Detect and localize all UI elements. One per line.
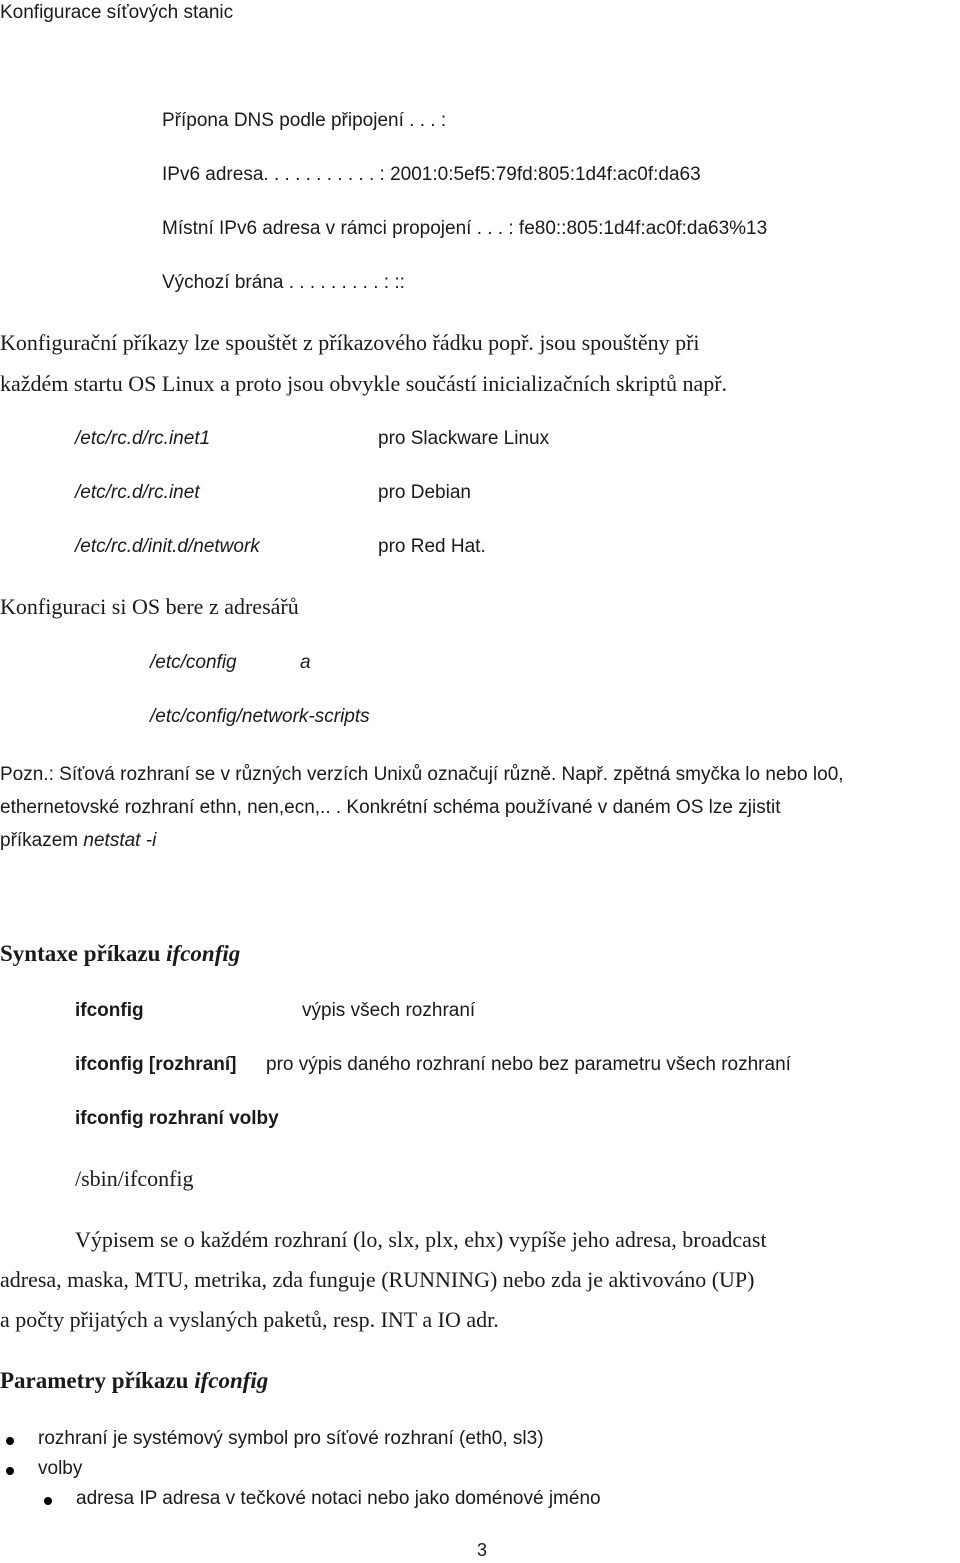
config-dir-2: /etc/config/network-scripts xyxy=(150,706,370,727)
syntax-cmd-1: ifconfig xyxy=(75,1000,144,1021)
param-subitem-address: adresa IP adresa v tečkové notaci nebo jako doménové jméno xyxy=(76,1488,601,1509)
page-number: 3 xyxy=(477,1540,488,1560)
script-desc-slackware: pro Slackware Linux xyxy=(378,428,550,449)
script-path-debian: /etc/rc.d/rc.inet xyxy=(75,482,200,503)
note-command: netstat -i xyxy=(83,830,157,851)
note-label: Pozn.: xyxy=(0,764,54,785)
description-line-3: a počty přijatých a vyslaných paketů, resp. INT a IO adr. xyxy=(0,1307,499,1332)
params-heading-cmd: ifconfig xyxy=(194,1368,269,1393)
bullet-icon xyxy=(6,1437,14,1445)
intro-line-1: Konfigurační příkazy lze spouštět z příkazového řádku popř. jsou spouštěny při xyxy=(0,330,700,355)
ipv6-address-line: IPv6 adresa. . . . . . . . . . . : 2001:0:5ef5:79fd:805:1d4f:ac0f:da63 xyxy=(162,164,701,185)
script-path-slackware: /etc/rc.d/rc.inet1 xyxy=(75,428,211,449)
link-local-line: Místní IPv6 adresa v rámci propojení . . . : fe80::805:1d4f:ac0f:da63%13 xyxy=(162,218,768,239)
param-item-interface: rozhraní je systémový symbol pro síťové rozhraní (eth0, sl3) xyxy=(38,1428,544,1449)
params-heading xyxy=(0,1368,268,1394)
script-path-redhat: /etc/rc.d/init.d/network xyxy=(75,536,260,557)
config-conjunction: a xyxy=(300,652,311,673)
bullet-icon xyxy=(44,1497,52,1505)
gateway-line: Výchozí brána . . . . . . . . . : :: xyxy=(162,272,405,293)
syntax-desc-1: výpis všech rozhraní xyxy=(302,1000,476,1021)
note-line-1 xyxy=(0,764,844,786)
page-header: Konfigurace síťových stanic xyxy=(0,2,234,23)
params-heading-text: Parametry příkazu xyxy=(0,1368,195,1393)
description-line-1: Výpisem se o každém rozhraní (lo, slx, plx, ehx) vypíše jeho adresa, broadcast xyxy=(75,1227,767,1252)
syntax-desc-2: pro výpis daného rozhraní nebo bez parametru všech rozhraní xyxy=(266,1054,791,1075)
syntax-heading xyxy=(0,941,240,967)
intro-line-2: každém startu OS Linux a proto jsou obvykle součástí inicializačních skriptů např. xyxy=(0,371,728,396)
config-dir-1: /etc/config xyxy=(150,652,237,673)
note-line-3-prefix: příkazem xyxy=(0,830,84,851)
syntax-heading-text: Syntaxe příkazu xyxy=(0,941,167,966)
syntax-cmd-3: ifconfig rozhraní volby xyxy=(75,1108,279,1129)
note-line-2: ethernetovské rozhraní ethn, nen,ecn,.. . Konkrétní schéma používané v daném OS lze zjistit xyxy=(0,797,781,818)
script-desc-redhat: pro Red Hat. xyxy=(378,536,486,557)
note-line-3 xyxy=(0,830,156,852)
syntax-cmd-2: ifconfig [rozhraní] xyxy=(75,1054,237,1075)
ifconfig-path: /sbin/ifconfig xyxy=(75,1166,194,1191)
bullet-icon xyxy=(6,1467,14,1475)
description-line-2: adresa, maska, MTU, metrika, zda funguje (RUNNING) nebo zda je aktivováno (UP) xyxy=(0,1267,755,1292)
dns-suffix-line: Přípona DNS podle připojení . . . : xyxy=(162,110,447,131)
note-text-1: Síťová rozhraní se v různých verzích Unixů označují různě. Např. zpětná smyčka lo nebo lo0, xyxy=(53,764,844,785)
syntax-heading-cmd: ifconfig xyxy=(166,941,241,966)
param-item-options: volby xyxy=(38,1458,83,1479)
script-desc-debian: pro Debian xyxy=(378,482,471,503)
config-lead: Konfiguraci si OS bere z adresářů xyxy=(0,594,299,619)
